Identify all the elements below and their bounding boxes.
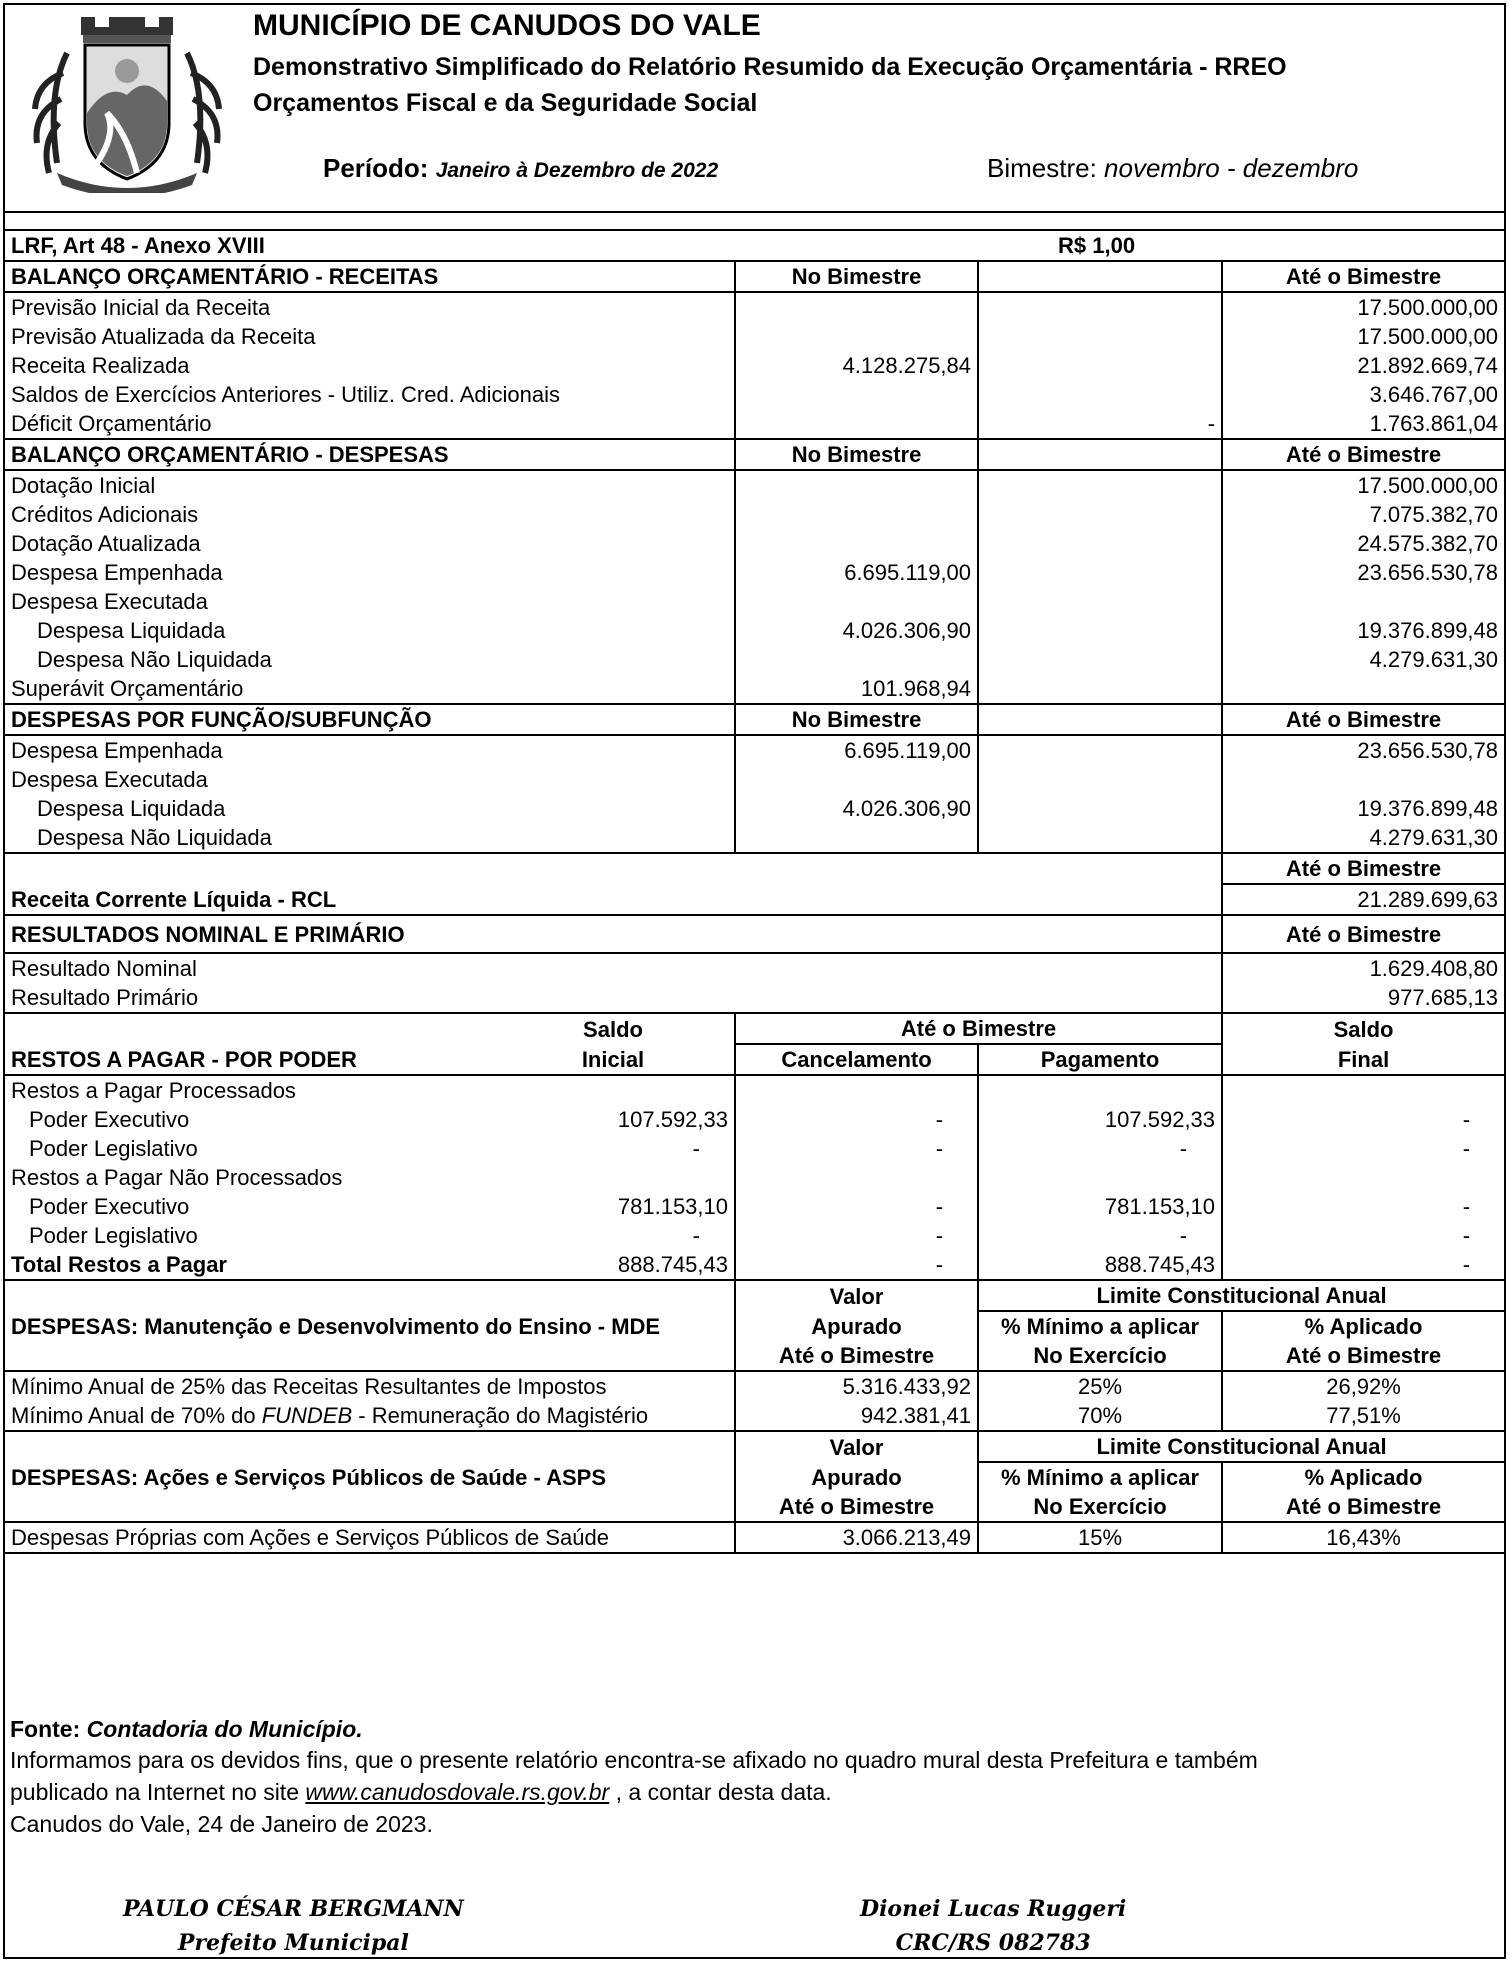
report-header (5, 5, 1504, 213)
row-ate: 19.376.899,48 (1222, 616, 1504, 645)
resultados-header (5, 915, 1504, 953)
despesas-col-ate: Até o Bimestre (1222, 439, 1504, 470)
row-valor: 3.066.213,49 (735, 1522, 978, 1553)
table-row (5, 1163, 1504, 1192)
period (323, 153, 718, 184)
restos-pagamento: Pagamento (978, 1044, 1222, 1075)
row-bim (735, 529, 978, 558)
row-apl: 16,43% (1222, 1522, 1504, 1553)
table-row (5, 794, 1504, 823)
mde-header-1 (5, 1280, 1504, 1311)
receitas-col-ate: Até o Bimestre (1222, 261, 1504, 292)
deficit-sign: - (978, 409, 1222, 439)
row-label: Mínimo Anual de 70% do FUNDEB - Remuneração do Magistério (11, 1403, 649, 1428)
budget-subtitle: Orçamentos Fiscal e da Seguridade Social (253, 89, 758, 117)
row-label: Dotação Atualizada (11, 531, 201, 556)
row-bim: 4.026.306,90 (735, 794, 978, 823)
row-label: Restos a Pagar Processados (11, 1078, 296, 1103)
receitas-heading: BALANÇO ORÇAMENTÁRIO - RECEITAS (11, 264, 439, 289)
signature-name: Dionei Lucas Ruggeri (860, 1896, 1127, 1922)
lrf-row (5, 230, 1504, 261)
row-apl: 26,92% (1222, 1371, 1504, 1401)
despesas-heading: BALANÇO ORÇAMENTÁRIO - DESPESAS (11, 442, 449, 467)
despesas-col-bim: No Bimestre (735, 439, 978, 470)
row-label: Despesa Não Liquidada (37, 647, 272, 672)
period-label: Período: (323, 153, 429, 183)
currency-label: R$ 1,00 (1058, 233, 1136, 258)
table-row (5, 616, 1504, 645)
row-ate: 7.075.382,70 (1222, 500, 1504, 529)
asps-valor-2: Apurado (735, 1462, 978, 1492)
restos-cancelamento: Cancelamento (735, 1044, 978, 1075)
row-apl: 77,51% (1222, 1401, 1504, 1431)
asps-header-3 (5, 1492, 1504, 1522)
row-ate (1222, 674, 1504, 704)
rcl-header (5, 853, 1504, 884)
table-row (5, 645, 1504, 674)
footer (5, 1715, 1504, 1840)
row-ate: 1.763.861,04 (1222, 409, 1504, 439)
row-label: Saldos de Exercícios Anteriores - Utiliz. Cred. Adicionais (11, 382, 561, 407)
table-row (5, 765, 1504, 794)
row-bim (735, 500, 978, 529)
row-ate: 17.500.000,00 (1222, 292, 1504, 322)
row-label: Previsão Atualizada da Receita (11, 324, 316, 349)
signature-role: Prefeito Municipal (177, 1930, 409, 1956)
period-value: Janeiro à Dezembro de 2022 (435, 159, 719, 182)
asps-header-2 (5, 1462, 1504, 1492)
row-bim (735, 823, 978, 853)
table-row (5, 351, 1504, 380)
funcao-col-ate: Até o Bimestre (1222, 704, 1504, 735)
table-row (5, 380, 1504, 409)
row-bim: 101.968,94 (735, 674, 978, 704)
asps-valor-1: Valor (735, 1431, 978, 1462)
row-ate: 3.646.767,00 (1222, 380, 1504, 409)
restos-header-1 (5, 1013, 1504, 1044)
row-label: Previsão Inicial da Receita (11, 295, 271, 320)
row-ate: 4.279.631,30 (1222, 645, 1504, 674)
row-label: Déficit Orçamentário (11, 411, 212, 436)
row-bim (735, 322, 978, 351)
table-row (5, 587, 1504, 616)
mde-apl-2: Até o Bimestre (1222, 1341, 1504, 1371)
bimester (987, 153, 1358, 184)
report-subtitle: Demonstrativo Simplificado do Relatório Resumido da Execução Orçamentária - RREO (253, 53, 1287, 81)
table-row (5, 983, 1504, 1013)
table-row (5, 1522, 1504, 1553)
rreo-table (5, 229, 1504, 1554)
asps-limite: Limite Constitucional Anual (978, 1431, 1504, 1462)
rcl-label: Receita Corrente Líquida - RCL (11, 886, 337, 912)
row-label: Poder Legislativo (29, 1223, 198, 1248)
row-bim (735, 409, 978, 439)
table-row (5, 674, 1504, 704)
row-bim (735, 380, 978, 409)
row-bim (735, 470, 978, 500)
row-bim: 4.128.275,84 (735, 351, 978, 380)
row-label: Despesas Próprias com Ações e Serviços Públicos de Saúde (11, 1525, 609, 1550)
receitas-header (5, 261, 1504, 292)
lrf-label: LRF, Art 48 - Anexo XVIII (11, 233, 265, 258)
row-bim: 4.026.306,90 (735, 616, 978, 645)
row-ate: 23.656.530,78 (1222, 558, 1504, 587)
restos-header-2 (5, 1044, 1504, 1075)
municipality-title: MUNICÍPIO DE CANUDOS DO VALE (253, 9, 761, 42)
row-min: 15% (978, 1522, 1222, 1553)
mde-heading: DESPESAS: Manutenção e Desenvolvimento do Ensino - MDE (11, 1313, 661, 1339)
bimester-value: novembro - dezembro (1104, 153, 1359, 183)
report-frame (3, 3, 1506, 1959)
mde-valor-3: Até o Bimestre (735, 1341, 978, 1371)
receitas-col-bim: No Bimestre (735, 261, 978, 292)
mde-min-1: % Mínimo a aplicar (978, 1311, 1222, 1341)
row-label: Despesa Empenhada (11, 738, 223, 763)
table-row (5, 1401, 1504, 1431)
row-label: Restos a Pagar Não Processados (11, 1165, 343, 1190)
row-ate: 19.376.899,48 (1222, 794, 1504, 823)
table-row (5, 529, 1504, 558)
row-ate: 21.892.669,74 (1222, 351, 1504, 380)
table-row (5, 558, 1504, 587)
table-row (5, 735, 1504, 765)
mde-apl-1: % Aplicado (1222, 1311, 1504, 1341)
restos-saldo-inicial-1: Saldo (583, 1016, 643, 1042)
row-bim (735, 645, 978, 674)
row-value: 977.685,13 (1222, 983, 1504, 1013)
despesas-header (5, 439, 1504, 470)
table-row (5, 500, 1504, 529)
signature-role: CRC/RS 082783 (895, 1930, 1091, 1956)
rcl-col: Até o Bimestre (1222, 853, 1504, 884)
row-label: Créditos Adicionais (11, 502, 199, 527)
restos-saldo-inicial-2: Inicial (581, 1046, 645, 1072)
funcao-heading: DESPESAS POR FUNÇÃO/SUBFUNÇÃO (11, 707, 432, 732)
table-row (5, 409, 1504, 439)
row-label: Mínimo Anual de 25% das Receitas Resultantes de Impostos (11, 1374, 607, 1399)
row-ate: 17.500.000,00 (1222, 470, 1504, 500)
table-row (5, 470, 1504, 500)
footer-line-1: Informamos para os devidos fins, que o presente relatório encontra-se afixado no quadro mural desta Prefeitura e também (10, 1747, 1258, 1773)
row-label: Despesa Liquidada (37, 796, 226, 821)
row-min: 25% (978, 1371, 1222, 1401)
bimester-label: Bimestre: (987, 153, 1097, 183)
row-label: Despesa Executada (11, 767, 208, 792)
row-bim (735, 587, 978, 616)
funcao-col-bim: No Bimestre (735, 704, 978, 735)
table-row: Poder Executivo 107.592,33 - 107.592,33 - (5, 1105, 1504, 1134)
source-line: Fonte: Contadoria do Município. (10, 1716, 363, 1742)
table-row: Poder Legislativo - - - - (5, 1221, 1504, 1250)
table-row (5, 953, 1504, 983)
asps-valor-3: Até o Bimestre (735, 1492, 978, 1522)
row-label: Dotação Inicial (11, 473, 156, 498)
row-label: Resultado Nominal (11, 956, 197, 981)
table-row (5, 322, 1504, 351)
row-label: Resultado Primário (11, 985, 199, 1010)
table-row (5, 1371, 1504, 1401)
mde-min-2: No Exercício (978, 1341, 1222, 1371)
asps-apl-2: Até o Bimestre (1222, 1492, 1504, 1522)
signature-mayor (123, 1892, 464, 1960)
row-label: Poder Executivo (29, 1194, 190, 1219)
row-label: Despesa Liquidada (37, 618, 226, 643)
mde-valor-2: Apurado (735, 1311, 978, 1341)
table-row (5, 292, 1504, 322)
mde-limite: Limite Constitucional Anual (978, 1280, 1504, 1311)
row-valor: 942.381,41 (735, 1401, 978, 1431)
row-label: Receita Realizada (11, 353, 190, 378)
asps-header-1 (5, 1431, 1504, 1462)
table-row: Poder Executivo 781.153,10 - 781.153,10 - (5, 1192, 1504, 1221)
footer-line-3: Canudos do Vale, 24 de Janeiro de 2023. (10, 1811, 433, 1837)
mde-header-2 (5, 1311, 1504, 1341)
resultados-col: Até o Bimestre (1222, 915, 1504, 953)
row-valor: 5.316.433,92 (735, 1371, 978, 1401)
row-ate: 4.279.631,30 (1222, 823, 1504, 853)
row-ate: 17.500.000,00 (1222, 322, 1504, 351)
signature-accountant (860, 1892, 1126, 1960)
table-row (5, 1075, 1504, 1105)
table-row: Poder Legislativo - - - - (5, 1134, 1504, 1163)
restos-total-row: Total Restos a Pagar 888.745,43 - 888.745,43 - (5, 1250, 1504, 1280)
signature-name: PAULO CÉSAR BERGMANN (123, 1896, 464, 1922)
restos-heading: RESTOS A PAGAR - POR PODER (11, 1046, 357, 1072)
row-ate (1222, 587, 1504, 616)
asps-min-2: No Exercício (978, 1492, 1222, 1522)
row-bim: 6.695.119,00 (735, 558, 978, 587)
asps-min-1: % Mínimo a aplicar (978, 1462, 1222, 1492)
restos-saldo-final-1: Saldo (1222, 1013, 1504, 1044)
funcao-header (5, 704, 1504, 735)
row-label: Despesa Não Liquidada (37, 825, 272, 850)
row-bim: 6.695.119,00 (735, 735, 978, 765)
row-label: Despesa Empenhada (11, 560, 223, 585)
restos-total-label: Total Restos a Pagar (11, 1252, 227, 1277)
row-label: Despesa Executada (11, 589, 208, 614)
row-bim (735, 765, 978, 794)
restos-ate: Até o Bimestre (735, 1013, 1222, 1044)
row-ate: 24.575.382,70 (1222, 529, 1504, 558)
footer-line-2: publicado na Internet no site www.canudosdovale.rs.gov.br , a contar desta data. (10, 1779, 832, 1805)
mde-valor-1: Valor (735, 1280, 978, 1311)
rcl-value: 21.289.699,63 (1222, 884, 1504, 915)
asps-heading: DESPESAS: Ações e Serviços Públicos de Saúde - ASPS (11, 1464, 607, 1490)
restos-saldo-final-2: Final (1222, 1044, 1504, 1075)
row-value: 1.629.408,80 (1222, 953, 1504, 983)
table-row (5, 823, 1504, 853)
coat-of-arms-icon (27, 13, 227, 193)
mde-header-3 (5, 1341, 1504, 1371)
row-bim (735, 292, 978, 322)
row-label: Superávit Orçamentário (11, 676, 244, 701)
row-min: 70% (978, 1401, 1222, 1431)
row-label: Poder Executivo (29, 1107, 190, 1132)
row-label: Poder Legislativo (29, 1136, 198, 1161)
resultados-heading: RESULTADOS NOMINAL E PRIMÁRIO (11, 921, 405, 947)
rcl-row (5, 884, 1504, 915)
website-link[interactable]: www.canudosdovale.rs.gov.br (305, 1779, 610, 1805)
row-ate: 23.656.530,78 (1222, 735, 1504, 765)
row-ate (1222, 765, 1504, 794)
asps-apl-1: % Aplicado (1222, 1462, 1504, 1492)
